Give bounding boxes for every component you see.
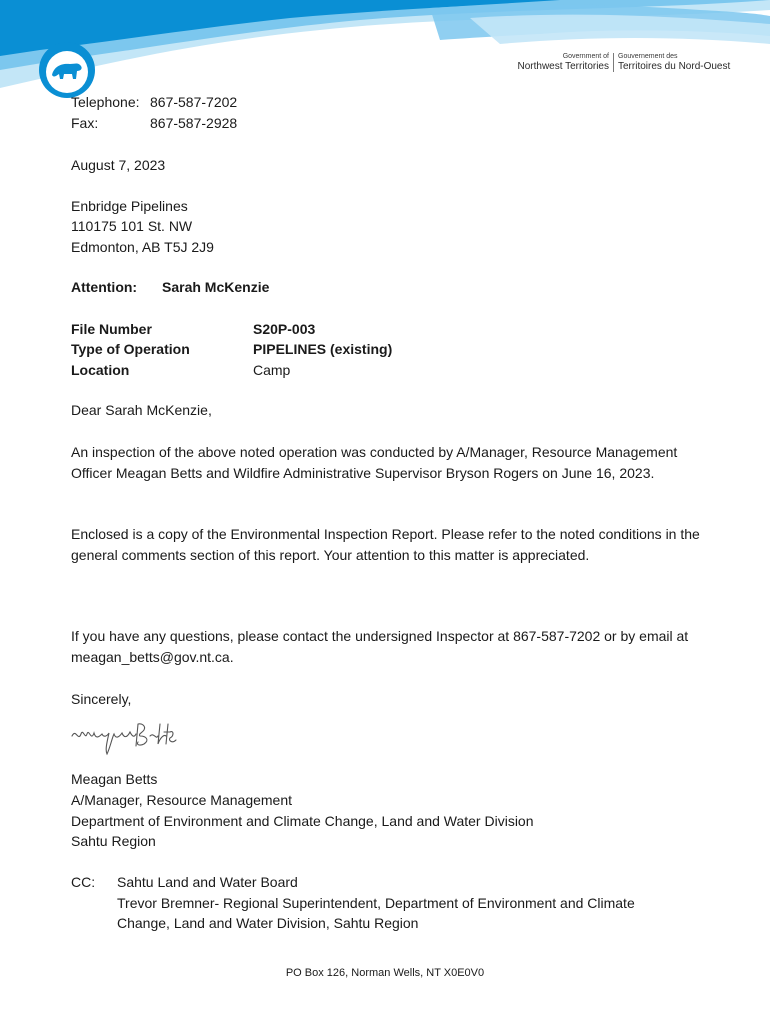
fax-label: Fax: [71, 115, 99, 131]
location-label: Location [71, 362, 130, 378]
cc-line-3: Change, Land and Water Division, Sahtu Region [117, 915, 419, 931]
recipient-street: 110175 101 St. NW [71, 218, 193, 234]
location-value: Camp [253, 362, 291, 378]
file-number-label: File Number [71, 321, 152, 337]
cc-label: CC: [71, 874, 96, 890]
gov-fr: Territoires du Nord-Ouest [618, 61, 731, 72]
footer-address: PO Box 126, Norman Wells, NT X0E0V0 [285, 967, 485, 979]
telephone-label: Telephone: [71, 94, 140, 110]
header-banner [0, 0, 770, 100]
cc-line-1: Sahtu Land and Water Board [117, 874, 298, 890]
operation-type-label: Type of Operation [71, 341, 190, 357]
fax-value: 867-587-2928 [150, 115, 238, 131]
recipient-company: Enbridge Pipelines [71, 198, 188, 214]
closing: Sincerely, [71, 691, 132, 707]
signatory-name: Meagan Betts [71, 771, 158, 787]
operation-type-value: PIPELINES (existing) [253, 341, 393, 357]
logo-divider [613, 53, 614, 72]
signatory-department: Department of Environment and Climate Change, Land and Water Division [71, 813, 534, 829]
body-paragraph-1: An inspection of the above noted operation was conducted by A/Manager, Resource Management Officer Meagan Betts and Wildfire Administrative Supervisor Bryson Rogers on June 16, 2023. [71, 444, 678, 481]
signatory-title: A/Manager, Resource Management [71, 792, 293, 808]
letter-date: August 7, 2023 [71, 157, 166, 173]
attention-name: Sarah McKenzie [162, 279, 270, 295]
body-paragraph-3: If you have any questions, please contact the undersigned Inspector at 867-587-7202 or by email at meagan_betts@gov.nt.ca. [71, 628, 689, 665]
file-number-value: S20P-003 [253, 321, 316, 337]
gov-en-small: Government of [562, 53, 609, 60]
signatory-region: Sahtu Region [71, 833, 156, 849]
polar-bear-icon [39, 42, 95, 98]
recipient-city: Edmonton, AB T5J 2J9 [71, 239, 214, 255]
cc-line-2: Trevor Bremner- Regional Superintendent, Department of Environment and Climate [117, 895, 635, 911]
gov-fr-small: Gouvernement des [618, 53, 678, 60]
salutation: Dear Sarah McKenzie, [71, 402, 212, 418]
attention-label: Attention: [71, 279, 138, 295]
telephone-value: 867-587-7202 [150, 94, 238, 110]
handwritten-signature [70, 718, 180, 760]
body-paragraph-2: Enclosed is a copy of the Environmental Inspection Report. Please refer to the noted conditions in the general comments section of this report. Your attention to this matter is appreciated. [71, 526, 700, 563]
gov-en: Northwest Territories [517, 61, 609, 72]
